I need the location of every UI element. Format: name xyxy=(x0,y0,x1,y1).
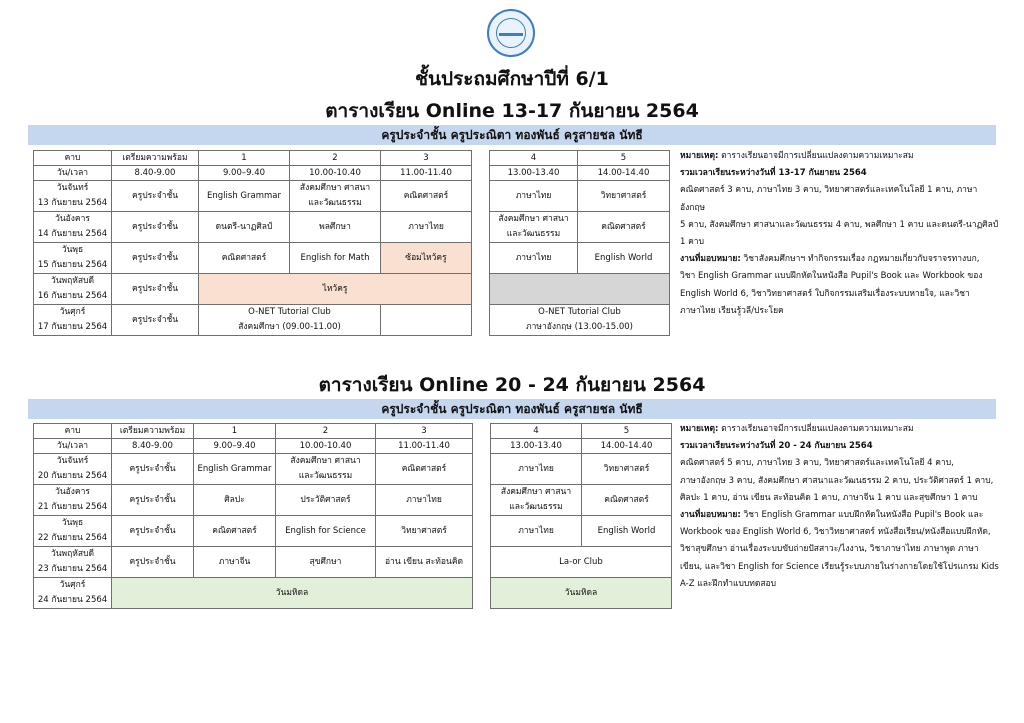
period-cell: English World xyxy=(582,516,672,547)
time-cell: 14.00-14.40 xyxy=(578,166,670,181)
day-cell: วันอังคาร 21 กันยายน 2564 xyxy=(34,485,112,516)
period-cell: ภาษาไทย xyxy=(491,516,582,547)
assign-line: เขียน, และวิชา English for Science เรียนรู้ระบบภายในร่างกายโดยใช้โปรแกรม Kids xyxy=(680,561,999,572)
period-cell: คณิตศาสตร์ xyxy=(194,516,276,547)
day-cell: วันศุกร์ 17 กันยายน 2564 xyxy=(34,305,112,336)
holiday-cell: วันมหิดล xyxy=(112,578,473,609)
period-cell: คณิตศาสตร์ xyxy=(582,485,672,516)
empty-afternoon-cell xyxy=(490,274,670,305)
note-line: หมายเหตุ: ตารางเรียนอาจมีการเปลี่ยนแปลงตามความเหมาะสม xyxy=(680,151,914,161)
period-cell: สังคมศึกษา ศาสนา และวัฒนธรรม xyxy=(490,212,578,243)
page-title: ชั้นประถมศึกษาปีที่ 6/1 xyxy=(415,68,609,90)
time-cell: 8.40-9.00 xyxy=(112,439,194,454)
period-cell: ภาษาจีน xyxy=(194,547,276,578)
time-cell: วัน/เวลา xyxy=(34,166,112,181)
header-cell: เตรียมความพร้อม xyxy=(112,151,199,166)
note-line: หมายเหตุ: ตารางเรียนอาจมีการเปลี่ยนแปลงตามความเหมาะสม xyxy=(680,424,914,434)
period-cell: สุขศึกษา xyxy=(276,547,376,578)
time-cell: 8.40-9.00 xyxy=(112,166,199,181)
week2-schedule-table xyxy=(33,423,672,609)
assign-line: วิชา English Grammar แบบฝึกหัดในหนังสือ Pupil's Book และ Workbook ของ xyxy=(680,271,983,282)
header-cell: คาบ xyxy=(34,424,112,439)
prep-cell: ครูประจำชั้น xyxy=(112,516,194,547)
day-cell: วันจันทร์ 20 กันยายน 2564 xyxy=(34,454,112,485)
header-cell: คาบ xyxy=(34,151,112,166)
table-row xyxy=(34,212,670,243)
period-cell: วิทยาศาสตร์ xyxy=(578,181,670,212)
period-cell: ศิลปะ xyxy=(194,485,276,516)
assign-line: Workbook ของ English World 6, วิชาวิทยาศาสตร์ หนังสือเรียน/หนังสือแบบฝึกหัด, xyxy=(680,527,991,538)
time-cell: วัน/เวลา xyxy=(34,439,112,454)
period-cell: ภาษาไทย xyxy=(490,243,578,274)
header-cell: เตรียมความพร้อม xyxy=(112,424,194,439)
assign-line: ภาษาไทย เรียนรู้วลี/ประโยค xyxy=(680,305,784,316)
prep-cell: ครูประจำชั้น xyxy=(112,181,199,212)
period-cell: คณิตศาสตร์ xyxy=(578,212,670,243)
table-row xyxy=(34,485,672,516)
time-cell: 9.00–9.40 xyxy=(194,439,276,454)
prep-cell: ครูประจำชั้น xyxy=(112,212,199,243)
total-title: รวมเวลาเรียนระหว่างวันที่ 13-17 กันยายน 2564 xyxy=(680,168,867,179)
period-cell: English Grammar xyxy=(194,454,276,485)
table-header-row xyxy=(34,424,672,439)
table-row xyxy=(34,305,670,336)
total-line: ศิลปะ 1 คาบ, อ่าน เขียน สะท้อนคิด 1 คาบ, ภาษาจีน 1 คาบ และสุขศึกษา 1 คาบ xyxy=(680,492,978,503)
period-cell: English World xyxy=(578,243,670,274)
day-cell: วันพฤหัสบดี 16 กันยายน 2564 xyxy=(34,274,112,305)
table-row xyxy=(34,578,672,609)
week1-notes xyxy=(680,148,1000,320)
header-cell: 4 xyxy=(491,424,582,439)
prep-cell: ครูประจำชั้น xyxy=(112,485,194,516)
time-row xyxy=(34,166,670,181)
header-cell: 4 xyxy=(490,151,578,166)
period-cell xyxy=(381,305,472,336)
school-logo xyxy=(487,9,535,57)
assign-line: งานที่มอบหมาย: วิชาสังคมศึกษาฯ ทำกิจกรรมเรื่อง กฎหมายเกี่ยวกับจราจรทางบก, xyxy=(680,254,980,265)
period-cell: คณิตศาสตร์ xyxy=(199,243,290,274)
prep-cell: ครูประจำชั้น xyxy=(112,454,194,485)
week2-heading: ตารางเรียน Online 20 - 24 กันยายน 2564 xyxy=(318,374,706,396)
total-line: ภาษาอังกฤษ 3 คาบ, สังคมศึกษา ศาสนาและวัฒนธรรม 2 คาบ, ประวัติศาสตร์ 1 คาบ, xyxy=(680,475,994,486)
period-cell: สังคมศึกษา ศาสนา และวัฒนธรรม xyxy=(276,454,376,485)
header-cell: 2 xyxy=(290,151,381,166)
logo-banner xyxy=(499,33,523,36)
day-cell: วันพุธ 22 กันยายน 2564 xyxy=(34,516,112,547)
time-cell: 10.00-10.40 xyxy=(290,166,381,181)
period-cell: คณิตศาสตร์ xyxy=(381,181,472,212)
period-cell: ภาษาไทย xyxy=(381,212,472,243)
period-cell: ดนตรี-นาฏศิลป์ xyxy=(199,212,290,243)
period-cell: ซ้อมไหว้ครู xyxy=(381,243,472,274)
prep-cell: ครูประจำชั้น xyxy=(112,305,199,336)
day-cell: วันจันทร์ 13 กันยายน 2564 xyxy=(34,181,112,212)
holiday-cell: วันมหิดล xyxy=(491,578,672,609)
period-cell: วิทยาศาสตร์ xyxy=(582,454,672,485)
merged-event-cell: O-NET Tutorial Club ภาษาอังกฤษ (13.00-15.00) xyxy=(490,305,670,336)
week1-teacher-band: ครูประจำชั้น ครูประณิตา ทองพันธ์ ครูสายชล นัทธี xyxy=(28,125,996,145)
header-cell: 5 xyxy=(582,424,672,439)
table-row xyxy=(34,274,670,305)
header-cell: 1 xyxy=(194,424,276,439)
week2-notes xyxy=(680,421,1000,593)
total-title: รวมเวลาเรียนระหว่างวันที่ 20 - 24 กันยายน 2564 xyxy=(680,441,873,452)
day-cell: วันพุธ 15 กันยายน 2564 xyxy=(34,243,112,274)
period-cell: ภาษาไทย xyxy=(491,454,582,485)
assign-line: A-Z และฝึกทำแบบทดสอบ xyxy=(680,578,777,589)
period-cell: ภาษาไทย xyxy=(490,181,578,212)
time-row xyxy=(34,439,672,454)
week1-schedule-table xyxy=(33,150,670,336)
period-cell: พลศึกษา xyxy=(290,212,381,243)
table-header-row xyxy=(34,151,670,166)
period-cell: คณิตศาสตร์ xyxy=(376,454,473,485)
header-cell: 2 xyxy=(276,424,376,439)
header-cell: 3 xyxy=(376,424,473,439)
week1-heading: ตารางเรียน Online 13-17 กันยายน 2564 xyxy=(325,100,699,122)
week2-teacher-band: ครูประจำชั้น ครูประณิตา ทองพันธ์ ครูสายชล นัทธี xyxy=(28,399,996,419)
merged-event-cell: ไหว้ครู xyxy=(199,274,472,305)
time-cell: 10.00-10.40 xyxy=(276,439,376,454)
period-cell: English for Math xyxy=(290,243,381,274)
prep-cell: ครูประจำชั้น xyxy=(112,243,199,274)
period-cell: ประวัติศาสตร์ xyxy=(276,485,376,516)
period-cell: อ่าน เขียน สะท้อนคิด xyxy=(376,547,473,578)
total-line: 5 คาบ, สังคมศึกษา ศาสนาและวัฒนธรรม 4 คาบ, พลศึกษา 1 คาบ และดนตรี-นาฏศิลป์ xyxy=(680,219,999,230)
lunch-gap xyxy=(472,151,490,336)
time-cell: 13.00-13.40 xyxy=(491,439,582,454)
total-line: คณิตศาสตร์ 5 คาบ, ภาษาไทย 3 คาบ, วิทยาศาสตร์และเทคโนโลยี 4 คาบ, xyxy=(680,458,954,469)
assign-line: English World 6, วิชาวิทยาศาสตร์ ใบกิจกรรมเสริมเรื่องระบบหายใจ, และวิชา xyxy=(680,288,970,299)
header-cell: 5 xyxy=(578,151,670,166)
time-cell: 9.00–9.40 xyxy=(199,166,290,181)
table-row xyxy=(34,547,672,578)
table-row xyxy=(34,516,672,547)
period-cell: วิทยาศาสตร์ xyxy=(376,516,473,547)
time-cell: 13.00-13.40 xyxy=(490,166,578,181)
day-cell: วันพฤหัสบดี 23 กันยายน 2564 xyxy=(34,547,112,578)
day-cell: วันอังคาร 14 กันยายน 2564 xyxy=(34,212,112,243)
assign-line: งานที่มอบหมาย: วิชา English Grammar แบบฝึกหัดในหนังสือ Pupil's Book และ xyxy=(680,510,984,521)
prep-cell: ครูประจำชั้น xyxy=(112,274,199,305)
table-row xyxy=(34,243,670,274)
header-cell: 3 xyxy=(381,151,472,166)
time-cell: 11.00-11.40 xyxy=(376,439,473,454)
period-cell: สังคมศึกษา ศาสนา และวัฒนธรรม xyxy=(290,181,381,212)
period-cell: English for Science xyxy=(276,516,376,547)
header-cell: 1 xyxy=(199,151,290,166)
day-cell: วันศุกร์ 24 กันยายน 2564 xyxy=(34,578,112,609)
merged-event-cell: O-NET Tutorial Club สังคมศึกษา (09.00-11.00) xyxy=(199,305,381,336)
time-cell: 11.00-11.40 xyxy=(381,166,472,181)
lunch-gap xyxy=(473,424,491,609)
period-cell: สังคมศึกษา ศาสนา และวัฒนธรรม xyxy=(491,485,582,516)
time-cell: 14.00-14.40 xyxy=(582,439,672,454)
merged-event-cell: La-or Club xyxy=(491,547,672,578)
table-row xyxy=(34,454,672,485)
period-cell: English Grammar xyxy=(199,181,290,212)
assign-line: วิชาสุขศึกษา อ่านเรื่องระบบขับถ่ายปัสสาวะ/ไงงาน, วิชาภาษาไทย ภาษาพูด ภาษา xyxy=(680,544,979,555)
total-line: คณิตศาสตร์ 3 คาบ, ภาษาไทย 3 คาบ, วิทยาศาสตร์และเทคโนโลยี 1 คาบ, ภาษาอังกฤษ xyxy=(680,185,978,213)
total-line: 1 คาบ xyxy=(680,237,704,248)
table-row xyxy=(34,181,670,212)
period-cell: ภาษาไทย xyxy=(376,485,473,516)
prep-cell: ครูประจำชั้น xyxy=(112,547,194,578)
